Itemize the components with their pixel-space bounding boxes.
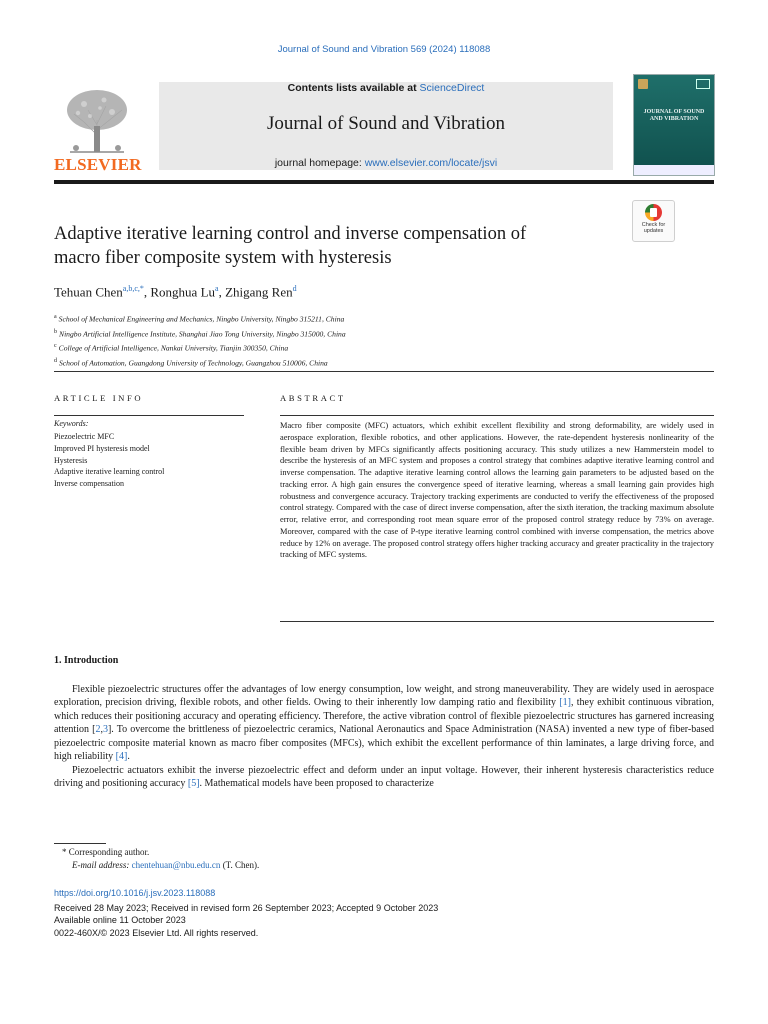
paragraph-text: . [127,751,130,763]
doi-link-text[interactable]: https://doi.org/10.1016/j.jsv.2023.118088 [54,888,216,898]
check-for-updates-button[interactable] [632,200,675,242]
journal-homepage-line [159,157,613,169]
bookmark-icon [645,204,662,221]
author-affiliation-marks[interactable]: a,b,c,* [122,284,144,293]
publisher-name: ELSEVIER [54,155,142,174]
contents-line [159,82,613,94]
corresponding-author-note: * Corresponding author. [62,847,150,857]
affiliation-letter: c [54,343,57,350]
affiliation-item [54,340,614,355]
author-name[interactable]: Ronghua Lu [150,284,216,300]
paper-title [54,222,624,270]
keywords-label: Keywords: [54,419,89,428]
affiliation-text: School of Automation, Guangdong University of Technology, Guangzhou 510006, China [59,358,328,368]
paragraph [54,683,714,764]
affiliation-letter: a [54,314,57,320]
paragraph [54,764,714,791]
article-history [54,902,438,939]
cover-title: JOURNAL OF SOUND AND VIBRATION [643,109,705,122]
affiliation-item [54,326,614,341]
paragraph-text: , they exhibit continuous vibration, which reduces their positioning accuracy and operating efficiency. Therefore, the active vibration control of flexible piezoelectric structures has garnered increasing attention [ [54,697,714,736]
keyword-item: Improved PI hysteresis model [54,443,150,453]
affiliation-text: Ningbo Artificial Intelligence Institute, Shanghai Jiao Tong University, Ningbo 315000, China [59,329,346,339]
author-list: Tehuan Chen$^{a,b,c,*}$, Ronghua Lu$^a$, Zhigang Ren$^d$ [54,284,297,300]
email-note [72,860,259,870]
keywords-list [54,431,164,490]
header-divider [54,180,714,184]
affiliation-text: School of Mechanical Engineering and Mechanics, Ningbo University, Ningbo 315211, China [58,314,345,324]
available-online: Available online 11 October 2023 [54,915,186,926]
citation-link[interactable]: 3 [102,724,108,736]
affiliation-letter: b [54,328,57,335]
citation-link[interactable]: [4] [115,751,128,763]
journal-cover-thumbnail[interactable] [633,74,715,176]
abstract-bottom-divider [280,621,714,622]
article-info-divider [54,415,244,416]
paper-title-line: macro fiber composite system with hysteresis [54,248,392,268]
author-name[interactable]: Tehuan Chen [54,284,123,300]
abstract-text: Macro fiber composite (MFC) actuators, which exhibit excellent flexibility and strong deformability, are widely used in aerospace exploration, flexible robotics, and other applications. However, the rate-dependent hysteresis nonlinearity of the flexible beam driven by MFCs significantly affects positioning accuracy. This study utilizes a new Hammerstein model to describe the hysteresis of an MFC system and proposes a control strategy that combines adaptive iterative learning control and inverse compensation. The adaptive iterative learning control allows the learning gain parameters to be adjusted based on the tracking error. A high gain ensures the convergence speed of iterative learning, whereas a small learning gain provides high robustness and convergence accuracy. Trajectory tracking experiments are conducted to verify the effectiveness of the proposed control strategy. Compared with the case of direct inverse compensation, after the sixth iteration, the tracking maximum absolute error, relative error, and corresponding root mean square error of the proposed control strategy reduce by 73% on average. Moreover, compared with the case of P-type iterative learning control combined with inverse compensation, the metrics above reduce by 12% on average. The proposed control strategy offers higher tracking accuracy and greater practicality in the trajectory tracking of MFC systems. [280,421,714,560]
article-info-heading: ARTICLE INFO [54,393,144,403]
paragraph-text: Flexible piezoelectric structures offer the advantages of low energy consumption, low weight, and strong maneuverability. They are widely used in aerospace exploration, precision driving, flexible robots, and other fields. Owing to their inherently low damping ratio and flexibility [54,684,714,709]
email-label: E-mail address: [72,860,130,870]
paper-title-line: Adaptive iterative learning control and inverse compensation of [54,224,527,244]
email-link[interactable]: chentehuan@nbu.edu.cn [131,860,221,870]
keyword-item: Adaptive iterative learning control [54,467,165,477]
copyright: 0022-460X/© 2023 Elsevier Ltd. All rights reserved. [54,927,259,938]
keyword-item: Piezoelectric MFC [54,432,115,441]
keyword-item: Hysteresis [54,455,88,465]
introduction-body [54,683,714,791]
affiliation-letter: d [54,357,57,364]
section-divider [54,371,714,372]
footnote-divider [54,843,106,844]
sciencedirect-link[interactable]: ScienceDirect [419,82,485,94]
email-suffix: (T. Chen). [220,860,260,870]
affiliation-list [54,311,614,369]
doi-link[interactable] [54,888,215,898]
affiliation-item [54,311,614,326]
citation-link[interactable]: [1] [559,697,571,709]
author-affiliation-marks[interactable]: d [292,284,297,293]
author-affiliation-marks[interactable]: a [215,284,219,293]
paragraph-text: ]. To overcome the brittleness of piezoelectric ceramics, National Aeronautics and Space Administration (NASA) invented a new type of fiber-based piezoelectric composite material known as macro fiber composites (MFCs), which exhibit the excellent performance of thin laminates, a large driving force, and high reliability [54,724,715,763]
homepage-label: journal homepage: [274,157,365,169]
abstract-heading: ABSTRACT [280,393,346,403]
contents-label: Contents lists available at [287,82,420,94]
cover-publisher-icon [638,79,648,89]
paragraph-text: Piezoelectric actuators exhibit the inverse piezoelectric effect and deform under an input voltage. However, their inherent hysteresis characteristics reduce driving and positioning accuracy [54,764,714,790]
author-name[interactable]: Zhigang Ren [225,284,293,300]
citation-link[interactable]: 2 [95,724,101,736]
cover-badge-icon [696,79,710,89]
journal-homepage-link[interactable]: www.elsevier.com/locate/jsvi [364,157,498,169]
cover-footer [634,165,714,175]
abstract-divider [280,415,714,416]
received-dates: Received 28 May 2023; Received in revised form 26 September 2023; Accepted 9 October 2023 [54,903,439,913]
paragraph-text: , [100,724,103,736]
journal-title: Journal of Sound and Vibration [266,113,506,134]
affiliation-item [54,355,614,370]
journal-citation-link[interactable]: Journal of Sound and Vibration 569 (2024) 118088 [277,44,491,55]
introduction-heading: 1. Introduction [54,655,119,666]
citation-link[interactable]: [5] [187,778,200,790]
check-for-updates-label: Check for updates [641,222,666,234]
affiliation-text: College of Artificial Intelligence, Nankai University, Tianjin 300350, China [58,343,289,353]
paragraph-text: . Mathematical models have been proposed to characterize [199,778,434,790]
keyword-item: Inverse compensation [54,479,124,489]
